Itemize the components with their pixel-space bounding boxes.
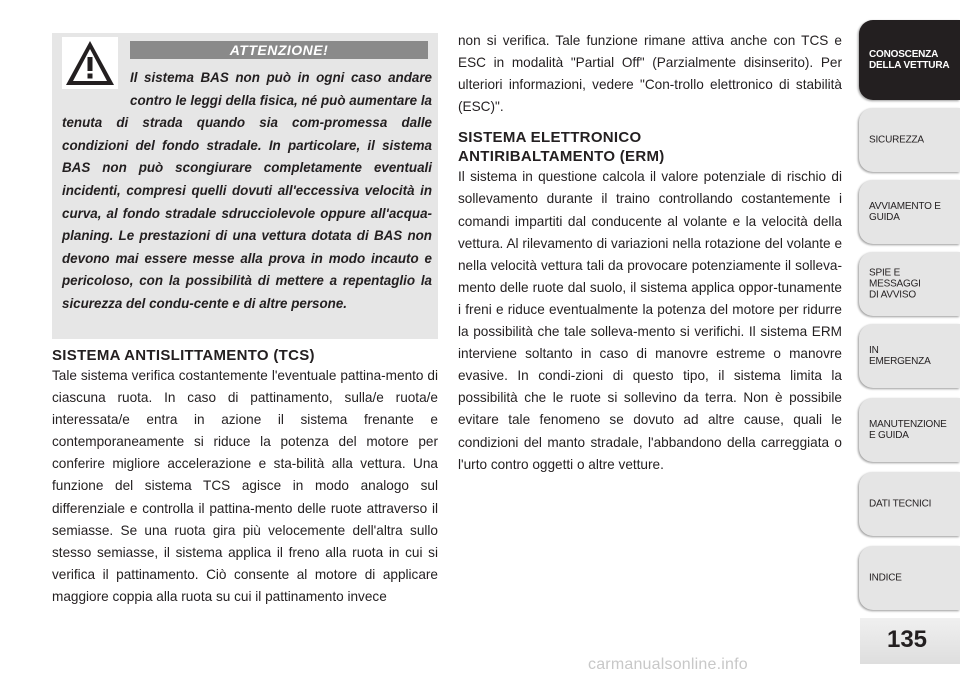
tab-label: MANUTENZIONE E GUIDA [869, 419, 947, 441]
tcs-text: Tale sistema verifica costantemente l'eventuale pattina-mento di ciascuna ruota. In caso di pattinamento, sulla/e ruota/e interessata/e entra in azione il sistema frenante e contemporaneamente si riduce la potenza del motore per conferire migliore accelerazione e sta-bilità alla vettura. Una funzione del sistema TCS agisce in modo analogo sul differenziale e controlla il pattina-mento delle ruote attraverso il semiasse. Se una ruota gira più velocemente dell'altra sullo stesso semiasse, il sistema applica il freno alla ruota in cui si verifica il pattinamento. Ciò consente al motore di applicare maggiore coppia alla ruota su cui il pattinamento invece [52, 368, 438, 604]
warning-box [52, 33, 438, 339]
erm-title [458, 128, 842, 166]
erm-title-line2: ANTIRIBALTAMENTO (ERM) [458, 148, 665, 166]
erm-title-line1: SISTEMA ELETTRONICO [458, 129, 642, 147]
tab-dati-tecnici[interactable] [859, 472, 960, 536]
tcs-title: SISTEMA ANTISLITTAMENTO (TCS) [52, 347, 315, 364]
tab-spie-e-messaggi[interactable] [859, 252, 960, 316]
tab-indice[interactable] [859, 546, 960, 610]
tab-label: DATI TECNICI [869, 498, 932, 510]
continuation-text: non si verifica. Tale funzione rimane attiva anche con TCS e ESC in modalità "Partial Off" (Parzialmente disinserito). Per ulteriori informazioni, vedere "Con-trollo elettronico di stabilità (ESC)". [458, 33, 842, 115]
tab-sicurezza[interactable] [859, 108, 960, 172]
tab-conoscenza-della-vettura[interactable] [859, 20, 960, 100]
erm-text: Il sistema in questione calcola il valore potenziale di rischio di sollevamento durante il traino controllando costantemente i comandi impartiti dal conducente al volante e la velocità della vettura. Al rilevamento di variazioni nella rotazione del volante e nella velocità vettura tali da provocare potenziamente il solleva-mento delle ruote dal suolo, il sistema applica oppor-tunamente i freni e riduce eventualmente la potenza del motore per ridurre la possibilità che tale solleva-mento si verifichi. Il sistema ERM interviene soltanto in caso di manovre estreme o manovre evasive. In condi-zioni di questo tipo, il sistema limita la possibilità che le ruote si sollevino da terra. Non è possibile evitare tale fenomeno se dovuto ad altre cause, quali le condizioni del manto stradale, l'abbandono della carreggiata o l'urto contro oggetti o altre vetture. [458, 169, 842, 472]
tab-label: IN EMERGENZA [869, 345, 931, 367]
tab-label: AVVIAMENTO E GUIDA [869, 201, 941, 223]
tab-in-emergenza[interactable] [859, 324, 960, 388]
page-number: 135 [886, 626, 928, 653]
tcs-section [52, 346, 438, 608]
tab-label: CONOSCENZA DELLA VETTURA [869, 49, 950, 71]
watermark: carmanualsonline.info [588, 656, 748, 673]
tab-avviamento-e-guida[interactable] [859, 180, 960, 244]
warning-header: ATTENZIONE! [130, 41, 428, 59]
tab-label: INDICE [869, 572, 902, 584]
warning-text: Il sistema BAS non può in ogni caso andare contro le leggi della fisica, né può aumentare la tenuta di strada quando sia com-promessa dalle condizioni del fondo stradale. In particolare, il sistema BAS non può scongiurare completamente eventuali incidenti, compresi quelli dovuti all'eccessiva velocità in curva, al fondo stradale sdrucciolevole oppure all'acqua-planing. Le prestazioni di una vettura dotata di BAS non devono mai essere messe alla prova in modo incauto e pericoloso, con la possibilità di mettere a repentaglio la sicurezza del condu-cente e di altre persone. [62, 70, 432, 311]
right-column [458, 30, 842, 476]
tab-manutenzione[interactable] [859, 398, 960, 462]
tab-label: SICUREZZA [869, 134, 924, 146]
tab-label: SPIE E MESSAGGI DI AVVISO [869, 267, 921, 301]
